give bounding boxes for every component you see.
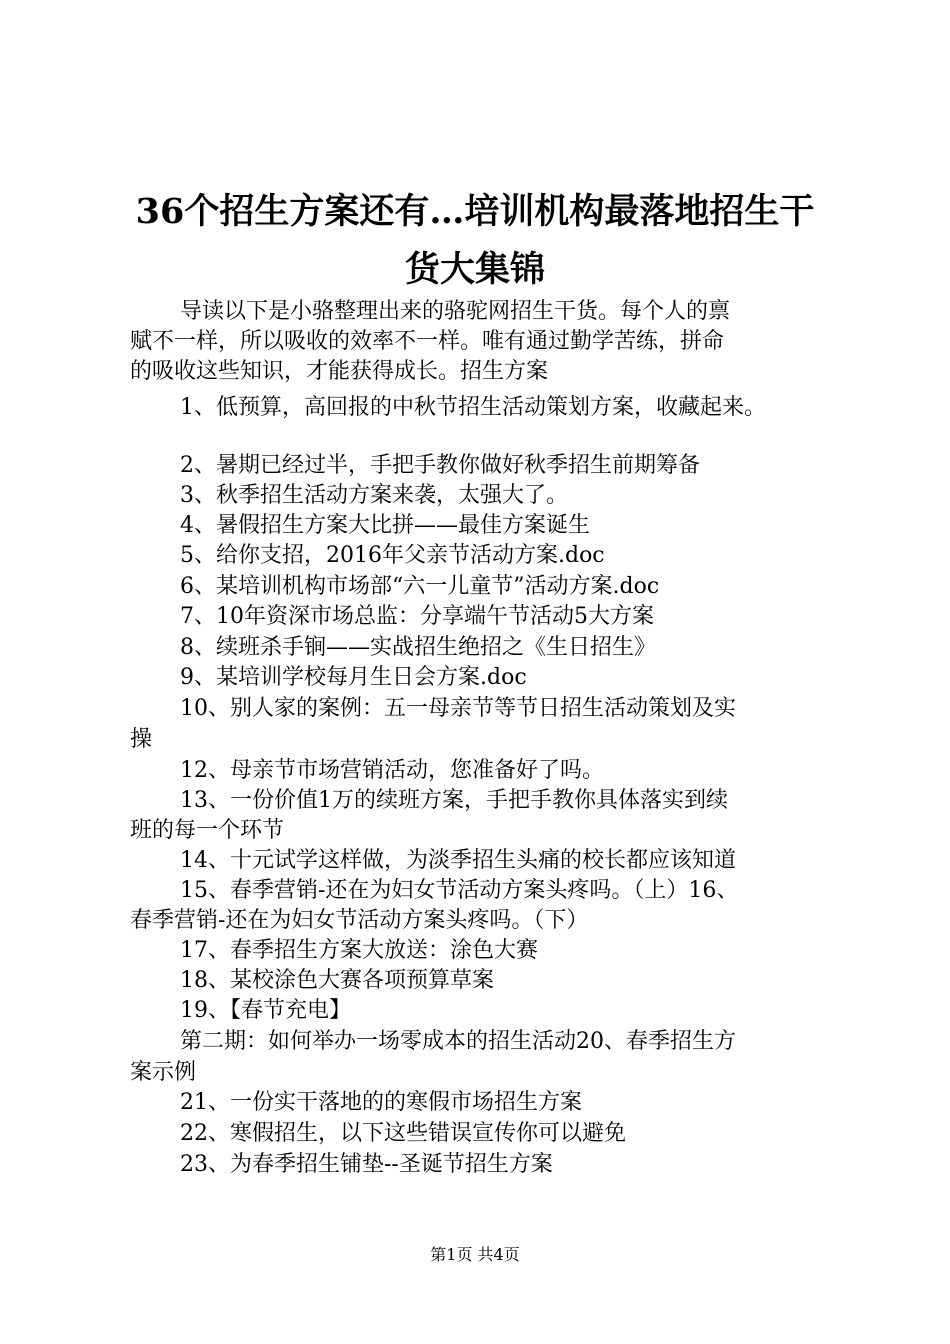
list-item-13: 13、一份价值1万的续班方案，手把手教你具体落实到续 [180,788,728,813]
list-item-22: 22、寒假招生，以下这些错误宣传你可以避免 [180,1121,626,1146]
document-title-line-1: 36个招生方案还有…培训机构最落地招生干 [135,191,815,232]
list-item-21: 21、一份实干落地的的寒假市场招生方案 [180,1090,582,1115]
intro-line-1: 导读以下是小骆整理出来的骆驼网招生干货。每个人的禀 [180,299,731,324]
list-item-2: 2、暑期已经过半，手把手教你做好秋季招生前期筹备 [180,453,700,478]
intro-line-3: 的吸收这些知识，才能获得成长。招生方案 [130,359,549,384]
document-title-line-2: 货大集锦 [404,249,545,290]
list-item-13-continued: 班的每一个环节 [130,818,285,843]
list-item-16: 春季营销-还在为妇女节活动方案头疼吗。（下） [130,908,589,933]
list-item-9: 9、某培训学校每月生日会方案.doc [180,665,527,690]
list-item-5: 5、给你支招，2016年父亲节活动方案.doc [180,543,605,568]
list-item-3: 3、秋季招生活动方案来袭，太强大了。 [180,483,568,508]
intro-line-2: 赋不一样，所以吸收的效率不一样。唯有通过勤学苦练，拼命 [130,329,725,354]
list-item-8: 8、续班杀手锏——实战招生绝招之《生日招生》 [180,635,656,660]
list-item-6: 6、某培训机构市场部“六一儿童节”活动方案.doc [180,574,660,599]
list-item-7: 7、10年资深市场总监：分享端午节活动5大方案 [180,604,654,629]
page-footer: 第1页 共4页 [430,1245,520,1264]
list-item-4: 4、暑假招生方案大比拼——最佳方案诞生 [180,513,590,538]
list-item-12: 12、母亲节市场营销活动，您准备好了吗。 [180,758,604,783]
list-item-1: 1、低预算，高回报的中秋节招生活动策划方案，收藏起来。 [180,395,766,420]
list-item-10-continued: 操 [130,727,153,752]
list-item-15: 15、春季营销-还在为妇女节活动方案头疼吗。（上）16、 [180,878,739,903]
list-item-17: 17、春季招生方案大放送：涂色大赛 [180,938,538,963]
list-item-18: 18、某校涂色大赛各项预算草案 [180,968,494,993]
list-item-23: 23、为春季招生铺垫--圣诞节招生方案 [180,1152,553,1177]
list-item-20-continued: 案示例 [130,1060,197,1085]
list-item-19-sub: 第二期：如何举办一场零成本的招生活动20、春季招生方 [180,1029,736,1054]
list-item-19: 19、【春节充电】 [180,998,351,1023]
list-item-14: 14、十元试学这样做，为淡季招生头痛的校长都应该知道 [180,848,736,873]
list-item-10: 10、别人家的案例：五一母亲节等节日招生活动策划及实 [180,696,736,721]
